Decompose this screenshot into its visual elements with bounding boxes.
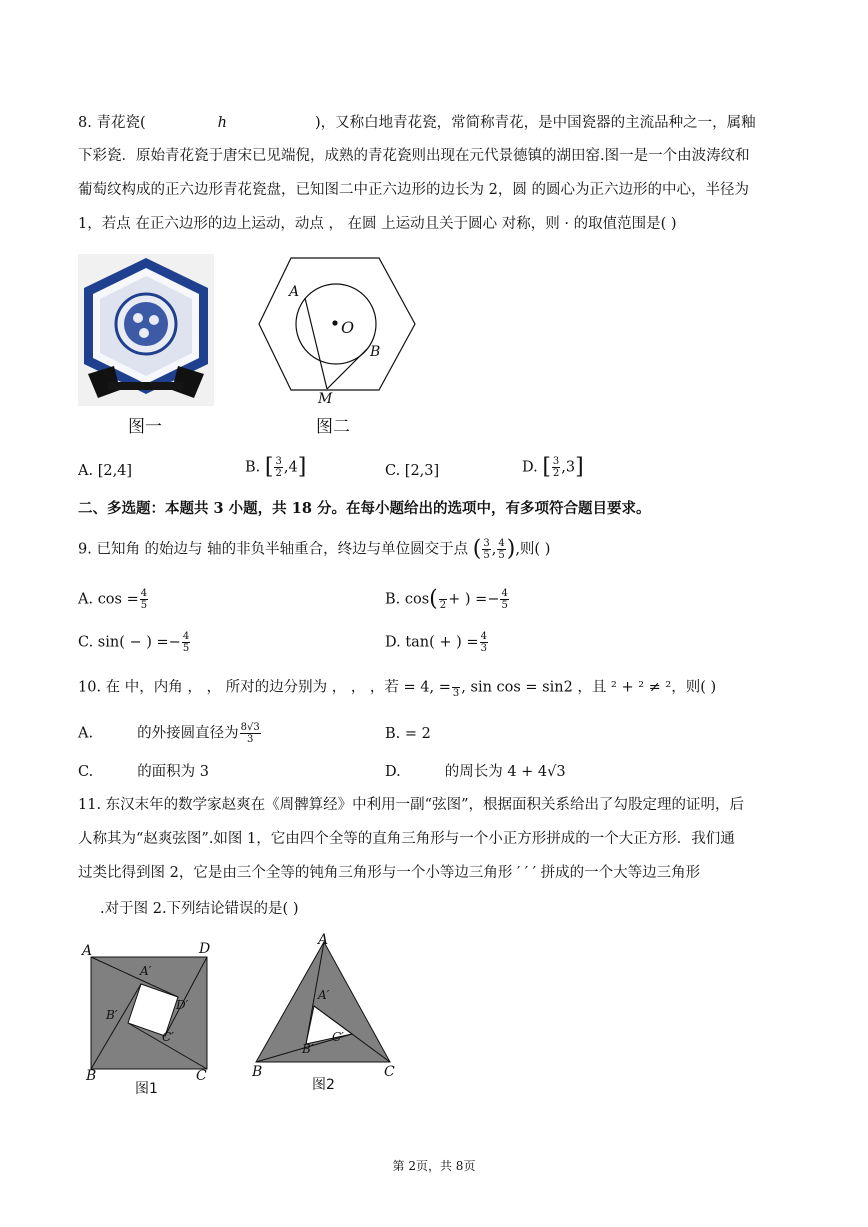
q8-option-B-frac: $\frac{3}{2}$	[275, 456, 282, 479]
q9-point-x: $\frac{3}{5}$	[483, 538, 490, 561]
fig2-label-O: O	[341, 318, 355, 337]
q11-line4: .对于图 2.下列结论错误的是( )	[100, 901, 299, 917]
q11-fig1-caption: 图1	[135, 1081, 158, 1097]
q10-option-C: C. 的面积为 3	[78, 764, 210, 780]
q9-option-C: C. sin( − ) =− $\frac{4}{5}$	[78, 631, 190, 654]
fig2-caption: 图二	[316, 417, 350, 437]
q9-stem-text: 9. 已知角 的始边与 轴的非负半轴重合，终边与单位圆交于点	[78, 541, 469, 558]
q10-stem: 10. 在 中，内角 ， ， 所对的边分别为 ， ， ，若 = 4, = 3 , sin cos = sin2 ，且 ² + ² ≠ ²，则( )	[78, 676, 716, 699]
q9-stem: 9. 已知角 的始边与 轴的非负半轴重合，终边与单位圆交于点 ( $\frac{3}{5}$ , $\frac{4}{5}$ ),则( )	[78, 536, 551, 562]
fig1-caption: 图一	[128, 417, 162, 437]
q8-option-C: C. [2,3]	[385, 463, 440, 479]
q8-line1-h: h	[217, 115, 227, 131]
equilateral-triangle-diagram	[248, 934, 398, 1074]
section2-title: 二、多选题：本题共 3 小题，共 18 分。在每小题给出的选项中，有多项符合题目要求。	[78, 500, 651, 517]
q8-option-A: A. [2,4]	[78, 463, 133, 479]
q11-fig2-caption: 图2	[312, 1077, 335, 1093]
q9-option-B: B. cos( 2 + ) =− $\frac{4}{5}$	[385, 586, 508, 612]
q11-line3: 过类比得到图 2，它是由三个全等的钝角三角形与一个小等边三角形 ′ ′ ′ 拼成的一个大等边三角形	[78, 865, 701, 881]
fig2-label-B: B	[370, 344, 381, 360]
q10-option-B: B. = 2	[385, 726, 431, 742]
fig2b-label-B-prime: B′	[302, 1042, 314, 1056]
fig2b-label-A-prime: A′	[318, 988, 330, 1002]
q8-option-B-label: B.	[245, 459, 265, 476]
q8-option-B-suffix: ,4	[283, 459, 298, 476]
fig1-label-C-prime: C′	[162, 1030, 174, 1044]
fig2b-label-B: B	[252, 1064, 263, 1080]
fig1-label-D-prime: D′	[176, 998, 189, 1012]
q8-line2: 下彩瓷．原始青花瓷于唐宋已见端倪，成熟的青花瓷则出现在元代景德镇的湖田窑.图一是一个由波涛纹和	[78, 148, 750, 164]
fig2-label-A: A	[289, 284, 300, 300]
fig1-label-A-prime: A′	[140, 964, 152, 978]
q9-option-A: A. cos = $\frac{4}{5}$	[78, 588, 148, 611]
fig2-label-M: M	[318, 391, 333, 407]
fig1-label-A: A	[82, 943, 93, 959]
q11-line2: 人称其为“赵爽弦图”.如图 1，它由四个全等的直角三角形与一个小正方形拼成的一个大正方形．我们通	[78, 831, 735, 847]
q9-option-D: D. tan( + ) = $\frac{4}{3}$	[385, 631, 487, 654]
fig1-label-C: C	[196, 1068, 207, 1084]
fig2b-label-A: A	[318, 932, 329, 948]
q8-line1	[78, 113, 756, 133]
q8-option-D-frac: $\frac{3}{2}$	[552, 456, 560, 479]
q8-line3: 葡萄纹构成的正六边形青花瓷盘，已知图二中正六边形的边长为 2，圆 的圆心为正六边形的中心，半径为	[78, 182, 749, 198]
q8-option-D-suffix: ,3	[561, 459, 576, 476]
fig1-label-D: D	[199, 941, 211, 957]
q8-line1-start: 8. 青花瓷(	[78, 115, 146, 131]
porcelain-plate-photo	[78, 254, 214, 406]
fig2b-label-C-prime: C′	[332, 1030, 344, 1044]
page-footer: 第 2页，共 8页	[392, 1159, 476, 1173]
fig2b-label-C: C	[384, 1064, 395, 1080]
q10-option-A: A. 的外接圆直径为 $\frac{8√3}{3}$	[78, 722, 260, 745]
q8-line1-end: )，又称白地青花瓷，常简称青花，是中国瓷器的主流品种之一，属釉	[314, 115, 756, 131]
q8-option-B: B. [ $\frac{3}{2}$ ,4]	[245, 454, 307, 480]
q10-option-D: D. 的周长为 4 + 4√3	[385, 764, 566, 780]
q11-line1: 11. 东汉末年的数学家赵爽在《周髀算经》中利用一副“弦图”，根据面积关系给出了勾股定理的证明，后	[78, 797, 744, 813]
fig1-label-B: B	[86, 1068, 97, 1084]
q9-stem-end: ,则( )	[515, 541, 551, 558]
hexagon-circle-diagram	[255, 256, 417, 408]
q8-line4: 1，若点 在正六边形的边上运动，动点 ， 在圆 上运动且关于圆心 对称，则 · 的取值范围是( )	[78, 216, 677, 232]
q8-option-D: D. [ $\frac{3}{2}$ ,3]	[522, 454, 584, 480]
zhao-shuang-square-diagram	[80, 940, 220, 1075]
q9-point-y: $\frac{4}{5}$	[498, 538, 505, 561]
fig1-label-B-prime: B′	[106, 1008, 118, 1022]
q8-option-D-label: D.	[522, 459, 543, 476]
